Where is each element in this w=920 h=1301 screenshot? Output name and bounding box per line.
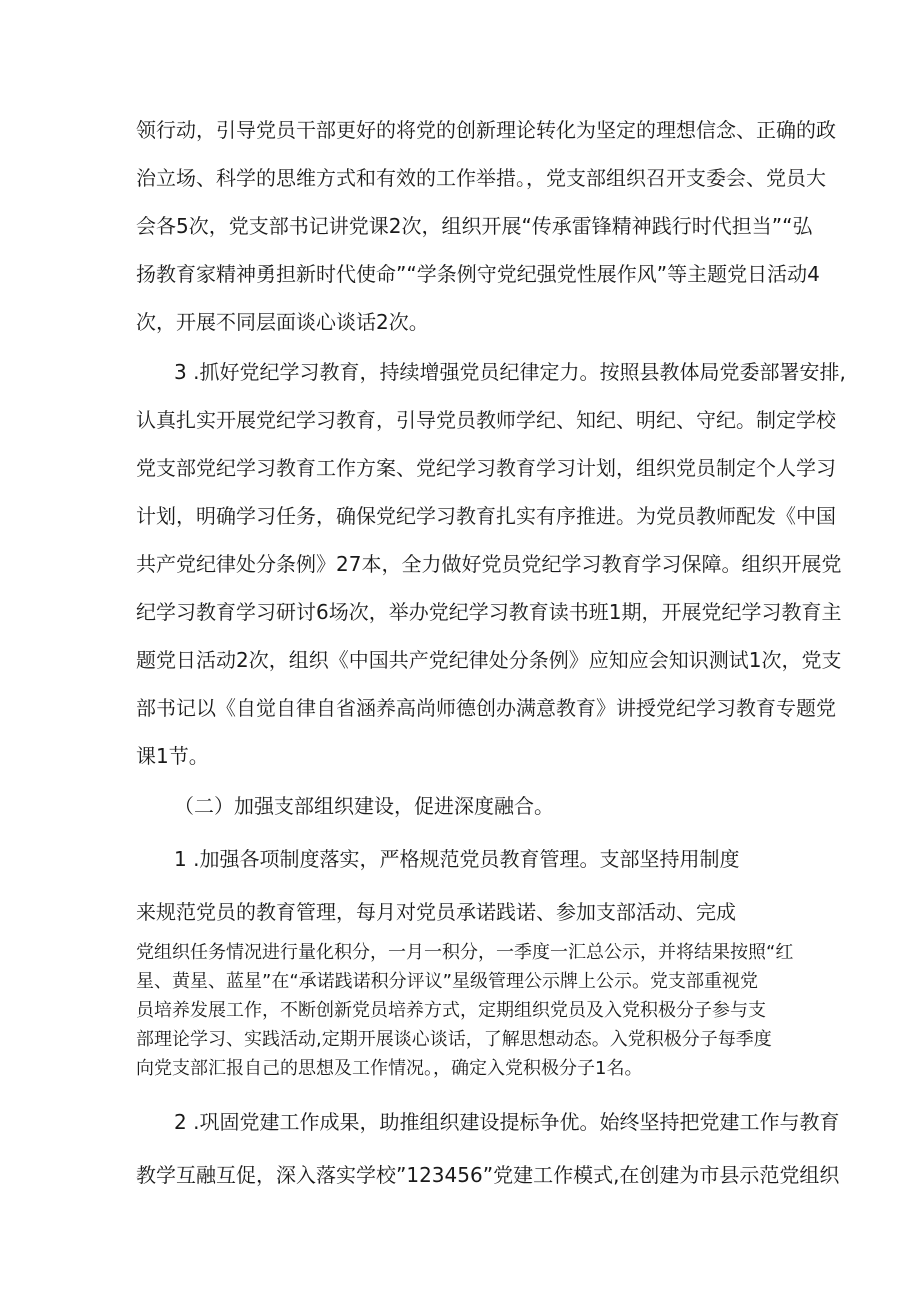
text-line: 认真扎实开展党纪学习教育，引导党员教师学纪、知纪、明纪、守纪。制定学校 <box>136 408 836 432</box>
text-line: 部理论学习、实践活动,定期开展谈心谈话，了解思想动态。入党积极分子每季度 <box>136 1029 772 1050</box>
text-line: 领行动，引导党员干部更好的将党的创新理论转化为坚定的理想信念、正确的政 <box>136 118 836 142</box>
text-line: 部书记以《自觉自律自省涵养高尚师德创办满意教育》讲授党纪学习教育专题党 <box>136 696 836 720</box>
text-line: 党支部党纪学习教育工作方案、党纪学习教育学习计划，组织党员制定个人学习 <box>136 456 836 480</box>
text-line: 治立场、科学的思维方式和有效的工作举措。，党支部组织召开支委会、党员大 <box>136 166 826 190</box>
text-line: 向党支部汇报自己的思想及工作情况。，确定入党积极分子1名。 <box>136 1058 643 1079</box>
text-line: 次，开展不同层面谈心谈话2次。 <box>136 310 429 334</box>
text-line: 3 .抓好党纪学习教育，持续增强党员纪律定力。按照县教体局党委部署安排, <box>174 360 846 384</box>
text-line: 星、黄星、蓝星”在“承诺践诺积分评议”星级管理公示牌上公示。党支部重视党 <box>136 971 758 992</box>
text-line: 2 .巩固党建工作成果，助推组织建设提标争优。始终坚持把党建工作与教育 <box>174 1110 840 1134</box>
text-line: 来规范党员的教育管理，每月对党员承诺践诺、参加支部活动、完成 <box>136 900 736 924</box>
text-line: 1 .加强各项制度落实，严格规范党员教育管理。支部坚持用制度 <box>174 847 740 871</box>
section-heading: （二）加强支部组织建设，促进深度融合。 <box>174 794 554 818</box>
text-line: 会各5次，党支部书记讲党课2次，组织开展“传承雷锋精神践行时代担当”“弘 <box>136 214 813 238</box>
text-line: 题党日活动2次，组织《中国共产党纪律处分条例》应知应会知识测试1次，党支 <box>136 648 842 672</box>
text-line: 教学互融互促，深入落实学校”123456”党建工作模式,在创建为市县示范党组织 <box>136 1163 840 1187</box>
text-line: 计划，明确学习任务，确保党纪学习教育扎实有序推进。为党员教师配发《中国 <box>136 504 836 528</box>
text-line: 共产党纪律处分条例》27本，全力做好党员党纪学习教育学习保障。组织开展党 <box>136 552 842 576</box>
text-line: 党组织任务情况进行量化积分，一月一积分，一季度一汇总公示，并将结果按照“红 <box>136 942 794 963</box>
text-line: 扬教育家精神勇担新时代使命”“学条例守党纪强党性展作风”等主题党日活动4 <box>136 262 820 286</box>
text-line: 纪学习教育学习研讨6场次，举办党纪学习教育读书班1期，开展党纪学习教育主 <box>136 600 842 624</box>
text-line: 课1节。 <box>136 744 209 768</box>
text-line: 员培养发展工作，不断创新党员培养方式，定期组织党员及入党积极分子参与支 <box>136 1000 766 1021</box>
